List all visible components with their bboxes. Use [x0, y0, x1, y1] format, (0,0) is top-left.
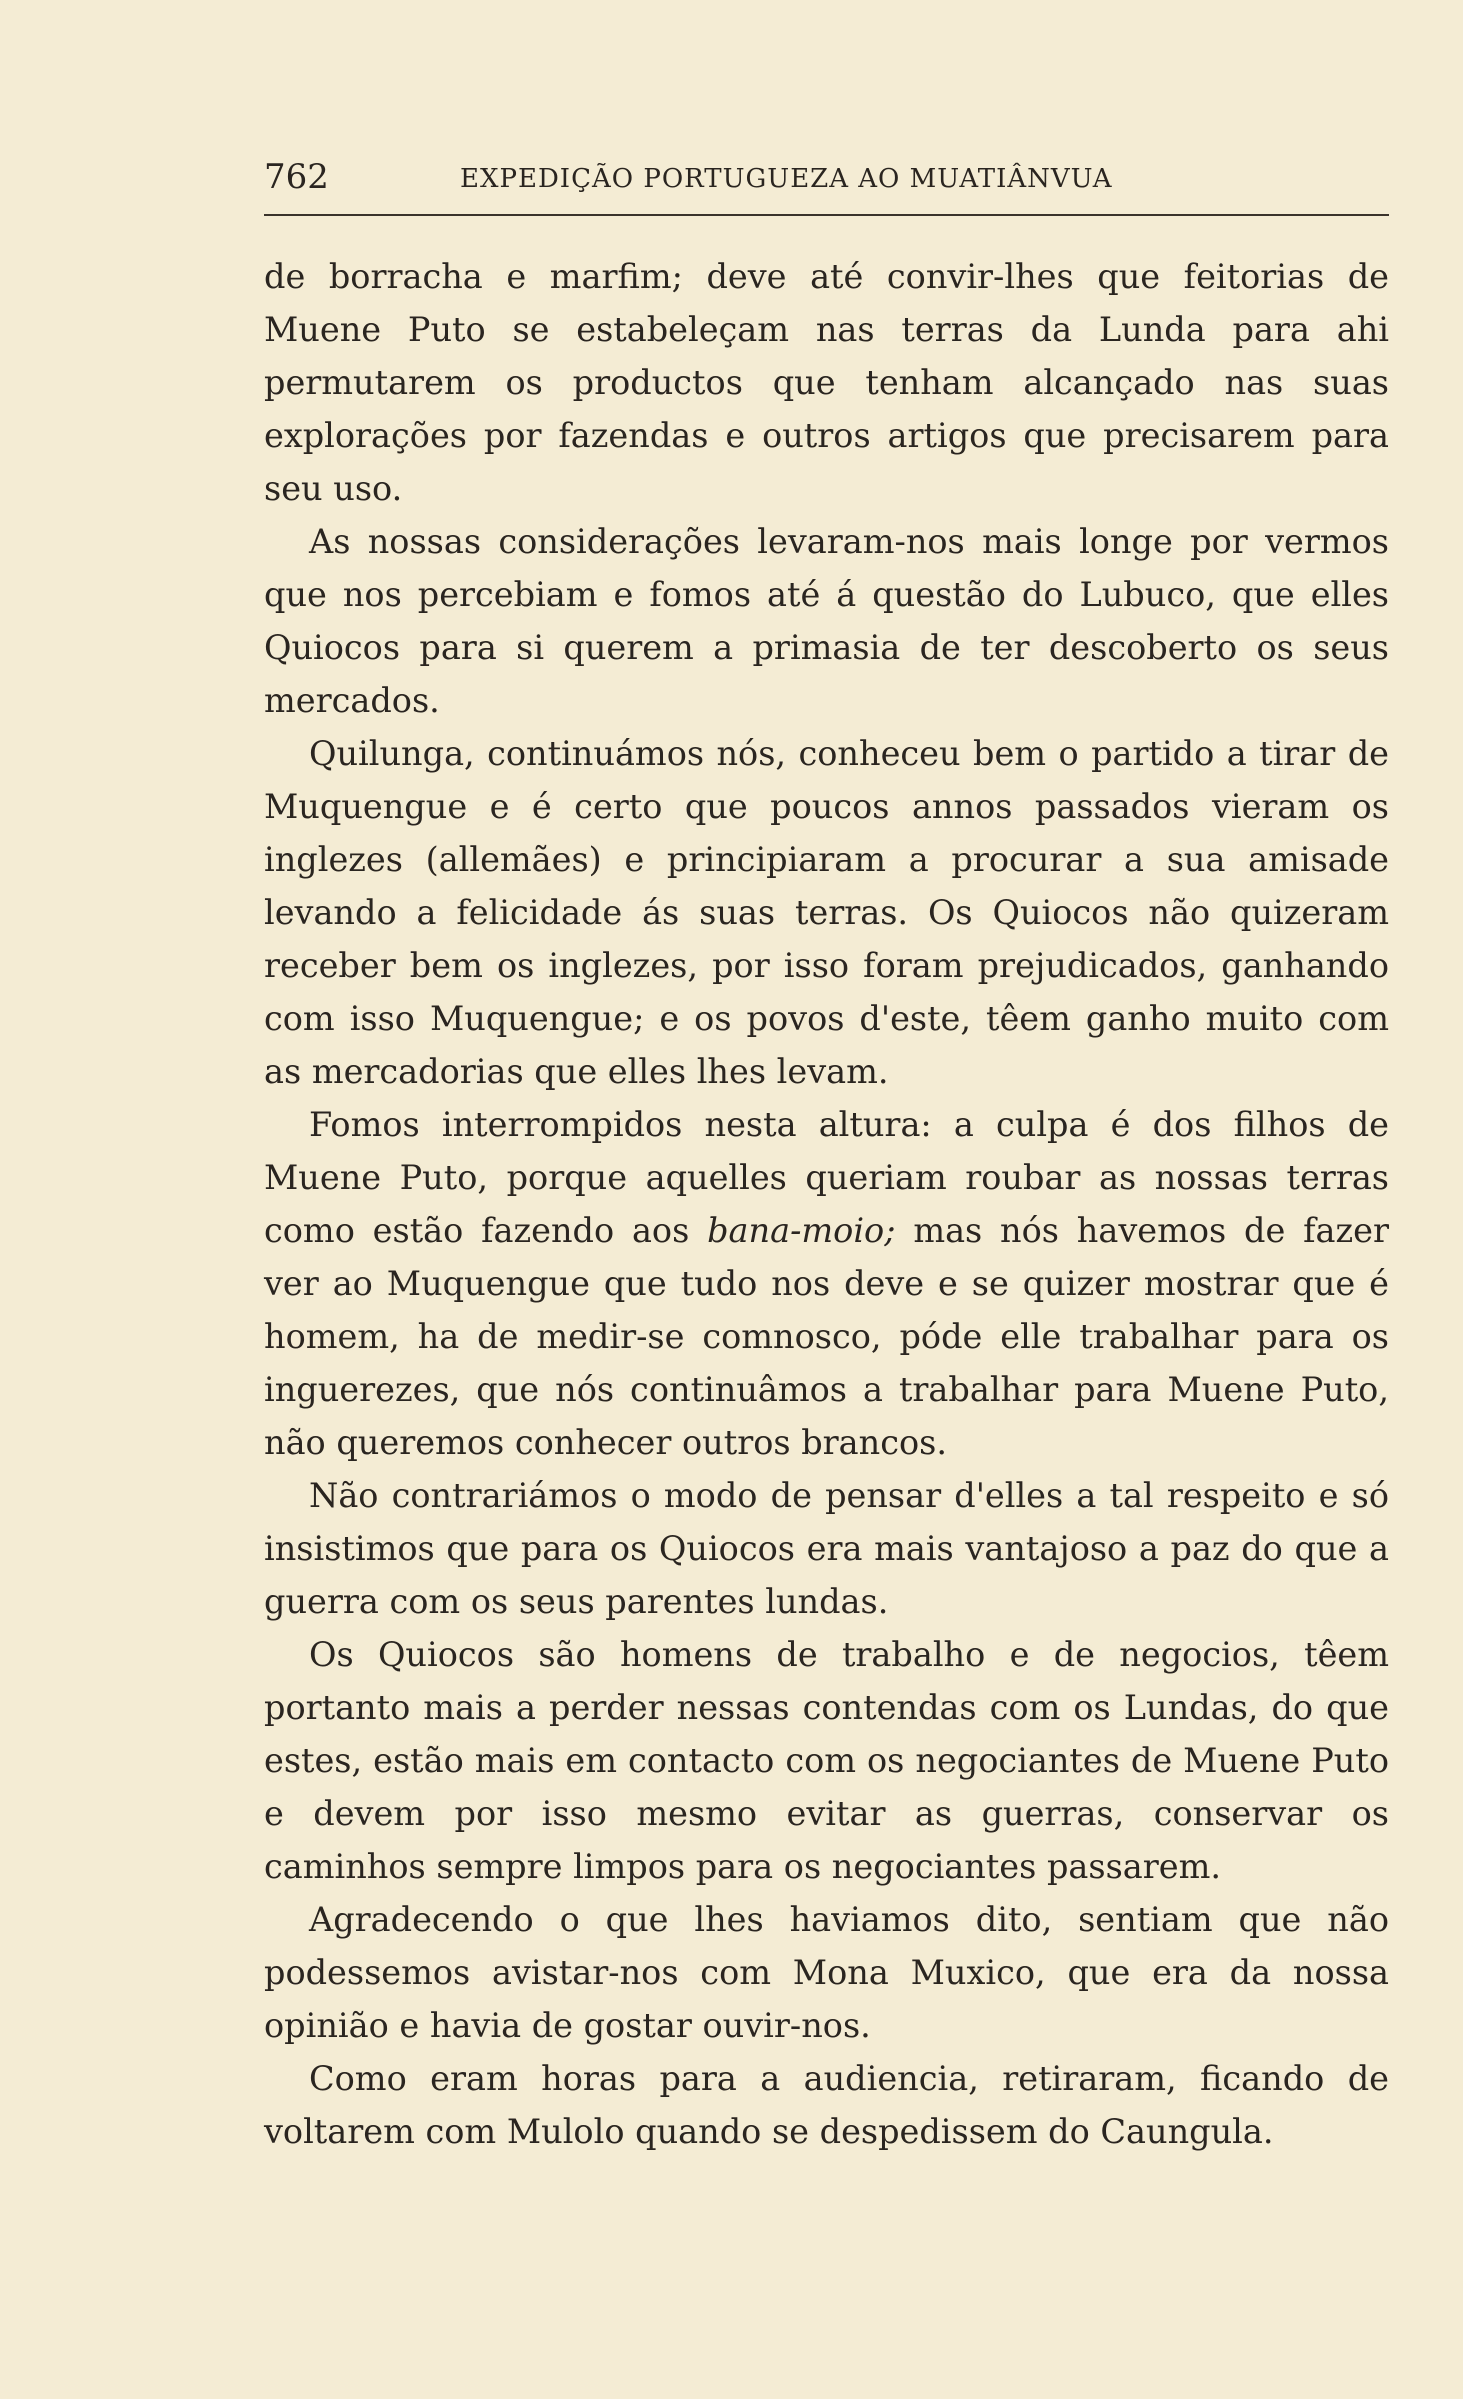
running-title: EXPEDIÇÃO PORTUGUEZA AO MUATIÂNVUA [460, 164, 1113, 194]
paragraph-7: Agradecendo o que lhes haviamos dito, sentiam que não podessemos avistar-nos com Mona Muxico, que era da nossa opinião e havia de gostar ouvir-nos. [264, 1900, 1389, 2045]
paragraph-3: Quilunga, continuámos nós, conheceu bem o partido a tirar de Muquengue e é certo que poucos annos passados vieram os inglezes (allemães) e principiaram a procurar a sua amisade levando a felicidade ás suas terras. Os Quiocos não quizeram receber bem os inglezes, por isso foram prejudicados, ganhando com isso Muquengue; e os povos d'este, têem ganho muito com as mercadorias que elles lhes levam. [264, 734, 1389, 1091]
paragraph-8: Como eram horas para a audiencia, retiraram, ficando de voltarem com Mulolo quando se despedissem do Caungula. [264, 2059, 1389, 2151]
header-rule [264, 214, 1389, 216]
page-header [264, 152, 1389, 202]
paragraph-4-text-after: mas nós havemos de fazer ver ao Muquengue que tudo nos deve e se quizer mostrar que é homem, ha de medir-se comnosco, póde elle trabalhar para os inguerezes, que nós continuâmos a trabalhar para Muene Puto, não queremos conhecer outros brancos. [264, 1211, 1389, 1462]
paragraph-5: Não contrariámos o modo de pensar d'elles a tal respeito e só insistimos que para os Quiocos era mais vantajoso a paz do que a guerra com os seus parentes lundas. [264, 1476, 1389, 1621]
body-text [264, 250, 1389, 2158]
paragraph-4-italic-term: bana-moio; [707, 1211, 896, 1250]
paragraph-1: de borracha e marfim; deve até convir-lhes que feitorias de Muene Puto se estabeleçam nas terras da Lunda para ahi permutarem os productos que tenham alcançado nas suas explorações por fazendas e outros artigos que precisarem para seu uso. [264, 257, 1389, 508]
paragraph-6: Os Quiocos são homens de trabalho e de negocios, têem portanto mais a perder nessas contendas com os Lundas, do que estes, estão mais em contacto com os negociantes de Muene Puto e devem por isso mesmo evitar as guerras, conservar os caminhos sempre limpos para os negociantes passarem. [264, 1635, 1389, 1886]
page-number: 762 [264, 157, 329, 197]
paragraph-4 [264, 1098, 1389, 1469]
paragraph-4-text-before: Fomos interrompidos nesta altura: a culpa é dos filhos de Muene Puto, porque aquelles queriam roubar as nossas terras como estão fazendo aos [264, 1105, 1389, 1250]
paragraph-2: As nossas considerações levaram-nos mais longe por vermos que nos percebiam e fomos até á questão do Lubuco, que elles Quiocos para si querem a primasia de ter descoberto os seus mercados. [264, 522, 1389, 720]
